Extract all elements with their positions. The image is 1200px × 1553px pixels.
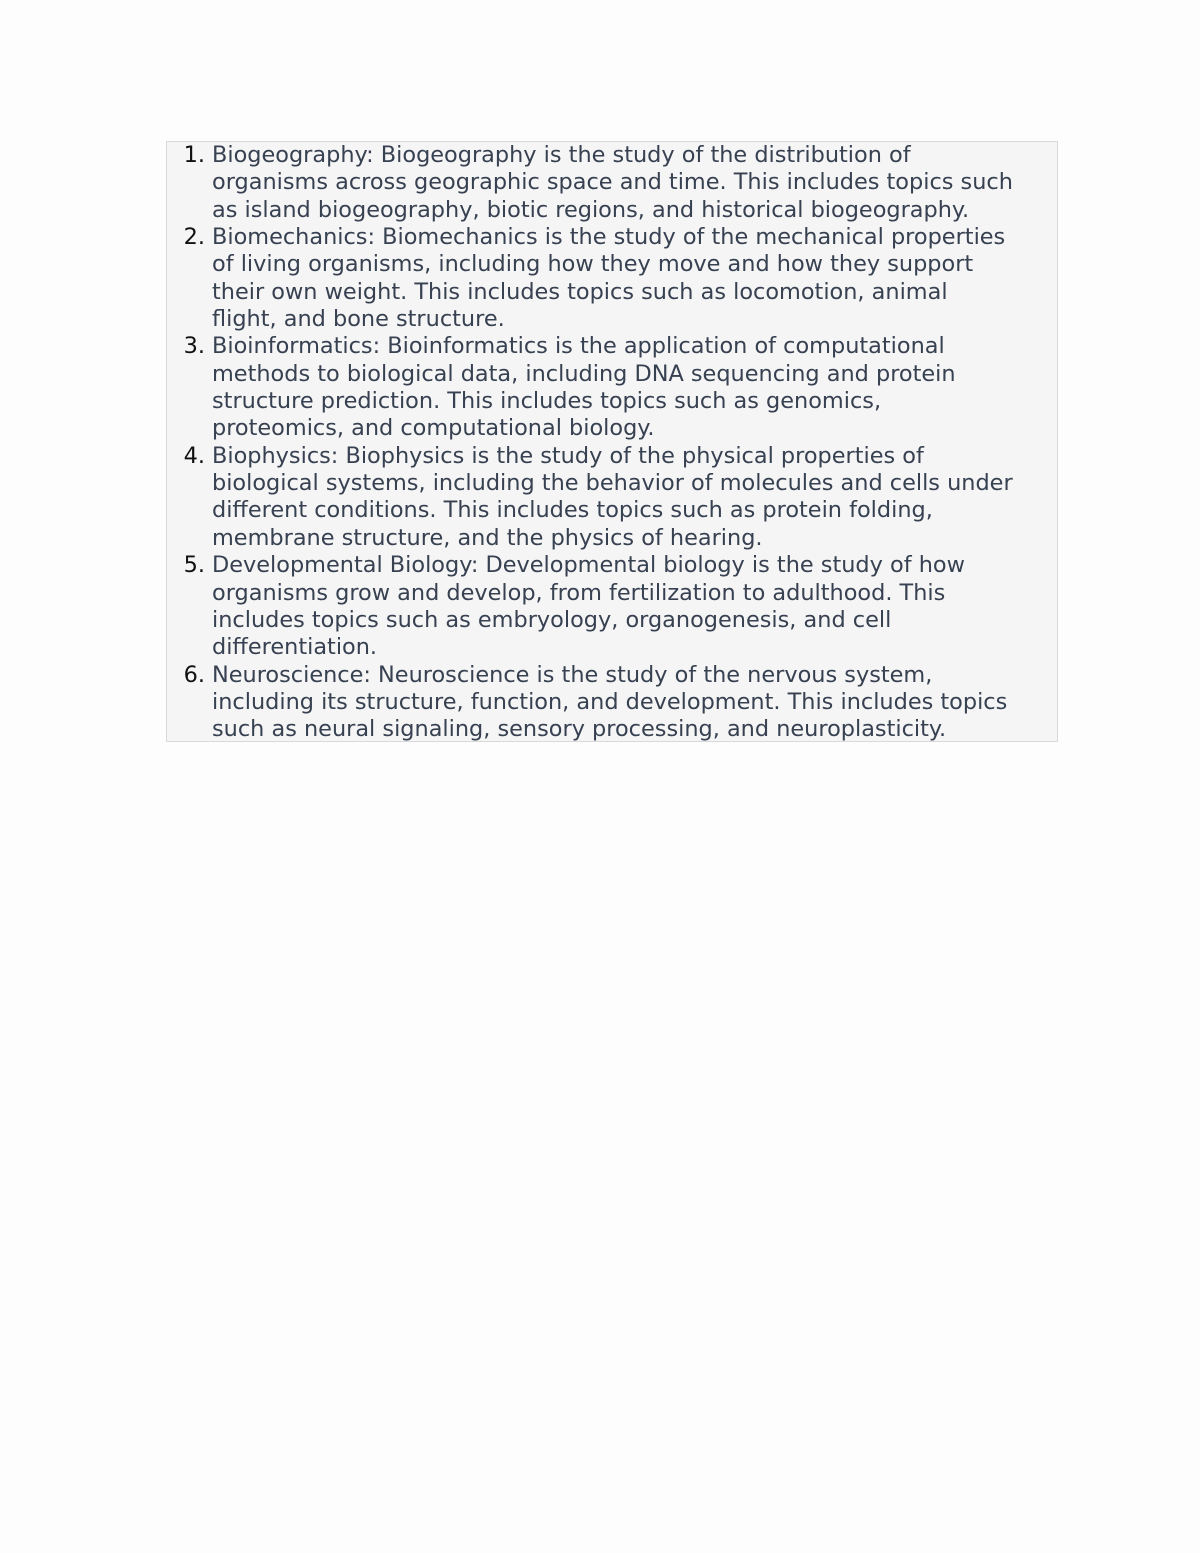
list-item [167, 333, 1057, 442]
list-item-line: includes topics such as embryology, organogenesis, and cell [212, 606, 892, 633]
list-item-line: such as neural signaling, sensory processing, and neuroplasticity. [212, 716, 947, 742]
list-item-line: membrane structure, and the physics of hearing. [212, 524, 763, 551]
list-item-line: structure prediction. This includes topics such as genomics, [212, 388, 882, 415]
list-item-line: their own weight. This includes topics such as locomotion, animal [212, 278, 948, 305]
list-item-line: organisms across geographic space and time. This includes topics such [212, 169, 1013, 196]
list-item-number: 6. [183, 661, 205, 688]
list-item-line: Bioinformatics: Bioinformatics is the application of computational [212, 333, 945, 360]
list-item-number: 1. [183, 142, 205, 168]
list-item-line: Biogeography: Biogeography is the study of the distribution of [212, 142, 911, 168]
list-item-line: organisms grow and develop, from fertilization to adulthood. This [212, 579, 946, 606]
list-item-line: differentiation. [212, 634, 378, 661]
list-item-line: Biomechanics: Biomechanics is the study of the mechanical properties [212, 224, 1006, 251]
list-item-number: 5. [183, 552, 205, 579]
list-item-line: as island biogeography, biotic regions, and historical biogeography. [212, 196, 970, 223]
topics-list-box [166, 141, 1058, 742]
list-item-line: of living organisms, including how they move and how they support [212, 251, 974, 278]
list-item-line: Developmental Biology: Developmental biology is the study of how [212, 552, 965, 579]
list-item [167, 142, 1057, 224]
list-item-text [212, 224, 1055, 333]
list-item [167, 552, 1057, 661]
list-item-line: different conditions. This includes topics such as protein folding, [212, 497, 933, 524]
list-item-line: biological systems, including the behavior of molecules and cells under [212, 470, 1013, 497]
list-item-number: 2. [183, 224, 205, 251]
list-item [167, 224, 1057, 333]
topics-ordered-list [167, 142, 1057, 742]
list-item-line: methods to biological data, including DNA sequencing and protein [212, 360, 956, 387]
list-item-text [212, 333, 1055, 442]
list-item [167, 662, 1057, 742]
list-item-text [212, 142, 1055, 224]
list-item-line: including its structure, function, and development. This includes topics [212, 688, 1008, 715]
list-item [167, 443, 1057, 552]
list-item-line: proteomics, and computational biology. [212, 415, 655, 442]
list-item-line: Neuroscience: Neuroscience is the study of the nervous system, [212, 661, 933, 688]
list-item-line: flight, and bone structure. [212, 306, 505, 333]
list-item-line: Biophysics: Biophysics is the study of the physical properties of [212, 442, 924, 469]
list-item-text [212, 552, 1055, 661]
list-item-number: 3. [183, 333, 205, 360]
list-item-number: 4. [183, 442, 205, 469]
list-item-text [212, 662, 1055, 742]
list-item-text [212, 443, 1055, 552]
